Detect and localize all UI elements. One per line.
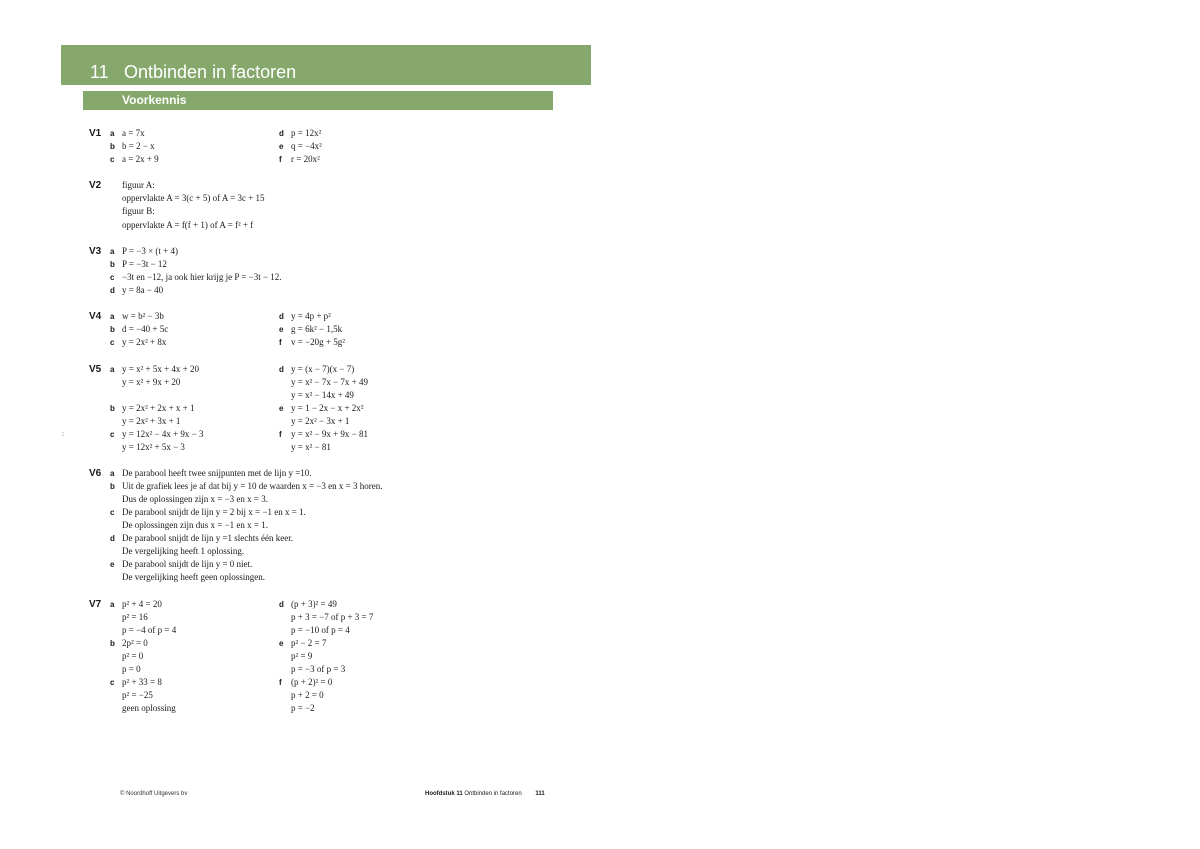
chapter-banner — [61, 45, 591, 85]
answer-line: y = x² − 7x − 7x + 49 — [291, 377, 369, 388]
chapter-title: Ontbinden in factoren — [124, 62, 297, 82]
answer-line: Uit de grafiek lees je af dat bij y = 10 de waarden x = −3 en x = 3 horen. — [122, 481, 383, 491]
answer-line: y = x² − 14x + 49 — [291, 390, 354, 401]
part-letter: b — [110, 260, 115, 269]
answer-line: y = 12x² + 5x − 3 — [122, 442, 185, 453]
answer-line: figuur A: — [122, 180, 155, 190]
part-letter: c — [110, 273, 115, 282]
answer-line: P = −3 × (t + 4) — [122, 246, 178, 256]
exercise-label: V3 — [89, 246, 102, 257]
answer-line: oppervlakte A = f(f + 1) of A = f² + f — [122, 219, 254, 230]
part-letter: e — [279, 142, 284, 151]
part-letter: c — [110, 678, 115, 687]
answer-line: g = 6k² − 1,5k — [291, 324, 343, 334]
answer-line: y = x² − 9x + 9x − 81 — [291, 429, 369, 439]
part-letter: b — [110, 639, 115, 648]
chapter-number: 11 — [90, 62, 109, 82]
answer-line: q = −4x² — [291, 141, 322, 151]
part-letter: e — [279, 325, 284, 334]
part-letter: b — [110, 404, 115, 413]
answer-line: 2p² = 0 — [122, 638, 148, 648]
answer-line: (p + 3)² = 49 — [291, 599, 337, 609]
footer-chapter-label: Hoofdstuk 11 — [425, 791, 463, 797]
part-letter: c — [110, 430, 115, 439]
answer-line: p = 12x² — [291, 128, 322, 138]
answer-line: d = −40 + 5c — [122, 324, 169, 334]
answer-line: b = 2 − x — [122, 141, 155, 151]
answer-line: De vergelijking heeft geen oplossingen. — [122, 572, 266, 583]
answer-line: De parabool snijdt de lijn y = 0 niet. — [122, 559, 253, 569]
part-letter: a — [110, 365, 115, 374]
answer-line: figuur B: — [122, 206, 155, 217]
answer-line: y = (x − 7)(x − 7) — [291, 364, 355, 374]
answer-line: p = 0 — [122, 664, 141, 675]
part-letter: b — [110, 482, 115, 491]
part-letter: d — [279, 365, 284, 374]
section-header — [83, 91, 553, 110]
answer-line: v = −20g + 5g² — [291, 337, 345, 347]
answer-line: De parabool heeft twee snijpunten met de lijn y =10. — [122, 468, 312, 478]
answer-line: p = −2 — [291, 703, 315, 714]
answer-line: geen oplossing — [122, 703, 176, 714]
part-letter: d — [110, 286, 115, 295]
footer-copyright: © Noordhoff Uitgevers bv — [120, 791, 188, 797]
part-letter: f — [279, 338, 282, 347]
answer-line: P = −3t − 12 — [122, 259, 167, 269]
answer-line: De oplossingen zijn dus x = −1 en x = 1. — [122, 520, 268, 531]
part-letter: f — [279, 155, 282, 164]
answer-line: y = x² − 81 — [291, 442, 331, 453]
answer-line: y = 4p + p² — [291, 311, 331, 321]
part-letter: e — [110, 560, 115, 569]
part-letter: d — [279, 312, 284, 321]
exercise-label: V7 — [89, 599, 102, 610]
answer-line: p² = 0 — [122, 651, 144, 662]
part-letter: b — [110, 325, 115, 334]
part-letter: e — [279, 639, 284, 648]
part-letter: a — [110, 469, 115, 478]
exercise-label: V2 — [89, 180, 102, 191]
part-letter: b — [110, 142, 115, 151]
answer-line: p = −10 of p = 4 — [291, 625, 350, 636]
answer-line: y = x² + 9x + 20 — [122, 377, 181, 388]
part-letter: d — [279, 600, 284, 609]
answer-line: De vergelijking heeft 1 oplossing. — [122, 546, 245, 557]
answer-line: w = b² − 3b — [122, 311, 164, 321]
answer-line: De parabool snijdt de lijn y = 2 bij x = −1 en x = 1. — [122, 507, 306, 517]
answer-line: y = x² + 5x + 4x + 20 — [122, 364, 200, 374]
answer-line: y = 2x² + 3x + 1 — [122, 416, 181, 427]
part-letter: a — [110, 600, 115, 609]
part-letter: e — [279, 404, 284, 413]
answer-line: y = 1 − 2x − x + 2x² — [291, 403, 364, 413]
answer-line: y = 2x² + 8x — [122, 337, 167, 347]
answer-line: p² = 16 — [122, 612, 148, 623]
answer-line: p = −3 of p = 3 — [291, 664, 346, 675]
footer-chapter-title: Ontbinden in factoren — [464, 791, 522, 797]
part-letter: d — [279, 129, 284, 138]
answer-line: Dus de oplossingen zijn x = −3 en x = 3. — [122, 494, 268, 505]
answer-line: a = 7x — [122, 128, 145, 138]
part-letter: f — [279, 430, 282, 439]
exercise-label: V1 — [89, 128, 102, 139]
answer-line: p = −4 of p = 4 — [122, 625, 177, 636]
margin-mark: : — [62, 430, 64, 438]
answer-line: y = 12x² − 4x + 9x − 3 — [122, 429, 204, 439]
answer-line: oppervlakte A = 3(c + 5) of A = 3c + 15 — [122, 193, 265, 204]
page-number: 111 — [535, 791, 545, 797]
exercise-label: V6 — [89, 468, 102, 479]
part-letter: c — [110, 155, 115, 164]
part-letter: c — [110, 338, 115, 347]
answer-line: De parabool snijdt de lijn y =1 slechts één keer. — [122, 533, 294, 543]
footer-running-head — [425, 790, 545, 798]
answer-line: p² + 33 = 8 — [122, 677, 162, 687]
section-title: Voorkennis — [122, 93, 187, 107]
answer-line: y = 2x² + 2x + x + 1 — [122, 403, 195, 413]
answer-line: p² − 2 = 7 — [291, 638, 327, 648]
answer-line: p² + 4 = 20 — [122, 599, 162, 609]
answer-line: −3t en −12, ja ook hier krijg je P = −3t − 12. — [122, 272, 282, 282]
part-letter: a — [110, 247, 115, 256]
answer-line: p + 2 = 0 — [291, 690, 324, 701]
part-letter: d — [110, 534, 115, 543]
part-letter: a — [110, 129, 115, 138]
answer-line: y = 8a − 40 — [122, 285, 164, 295]
answer-line: r = 20x² — [291, 154, 320, 164]
part-letter: a — [110, 312, 115, 321]
exercise-label: V4 — [89, 311, 102, 322]
answer-line: p + 3 = −7 of p + 3 = 7 — [291, 612, 374, 623]
answer-line: p² = 9 — [291, 651, 313, 662]
part-letter: c — [110, 508, 115, 517]
answer-line: y = 2x² − 3x + 1 — [291, 416, 350, 427]
answer-line: p² = −25 — [122, 690, 153, 701]
exercise-label: V5 — [89, 364, 102, 375]
answer-line: (p + 2)² = 0 — [291, 677, 333, 687]
part-letter: f — [279, 678, 282, 687]
answer-line: a = 2x + 9 — [122, 154, 159, 164]
